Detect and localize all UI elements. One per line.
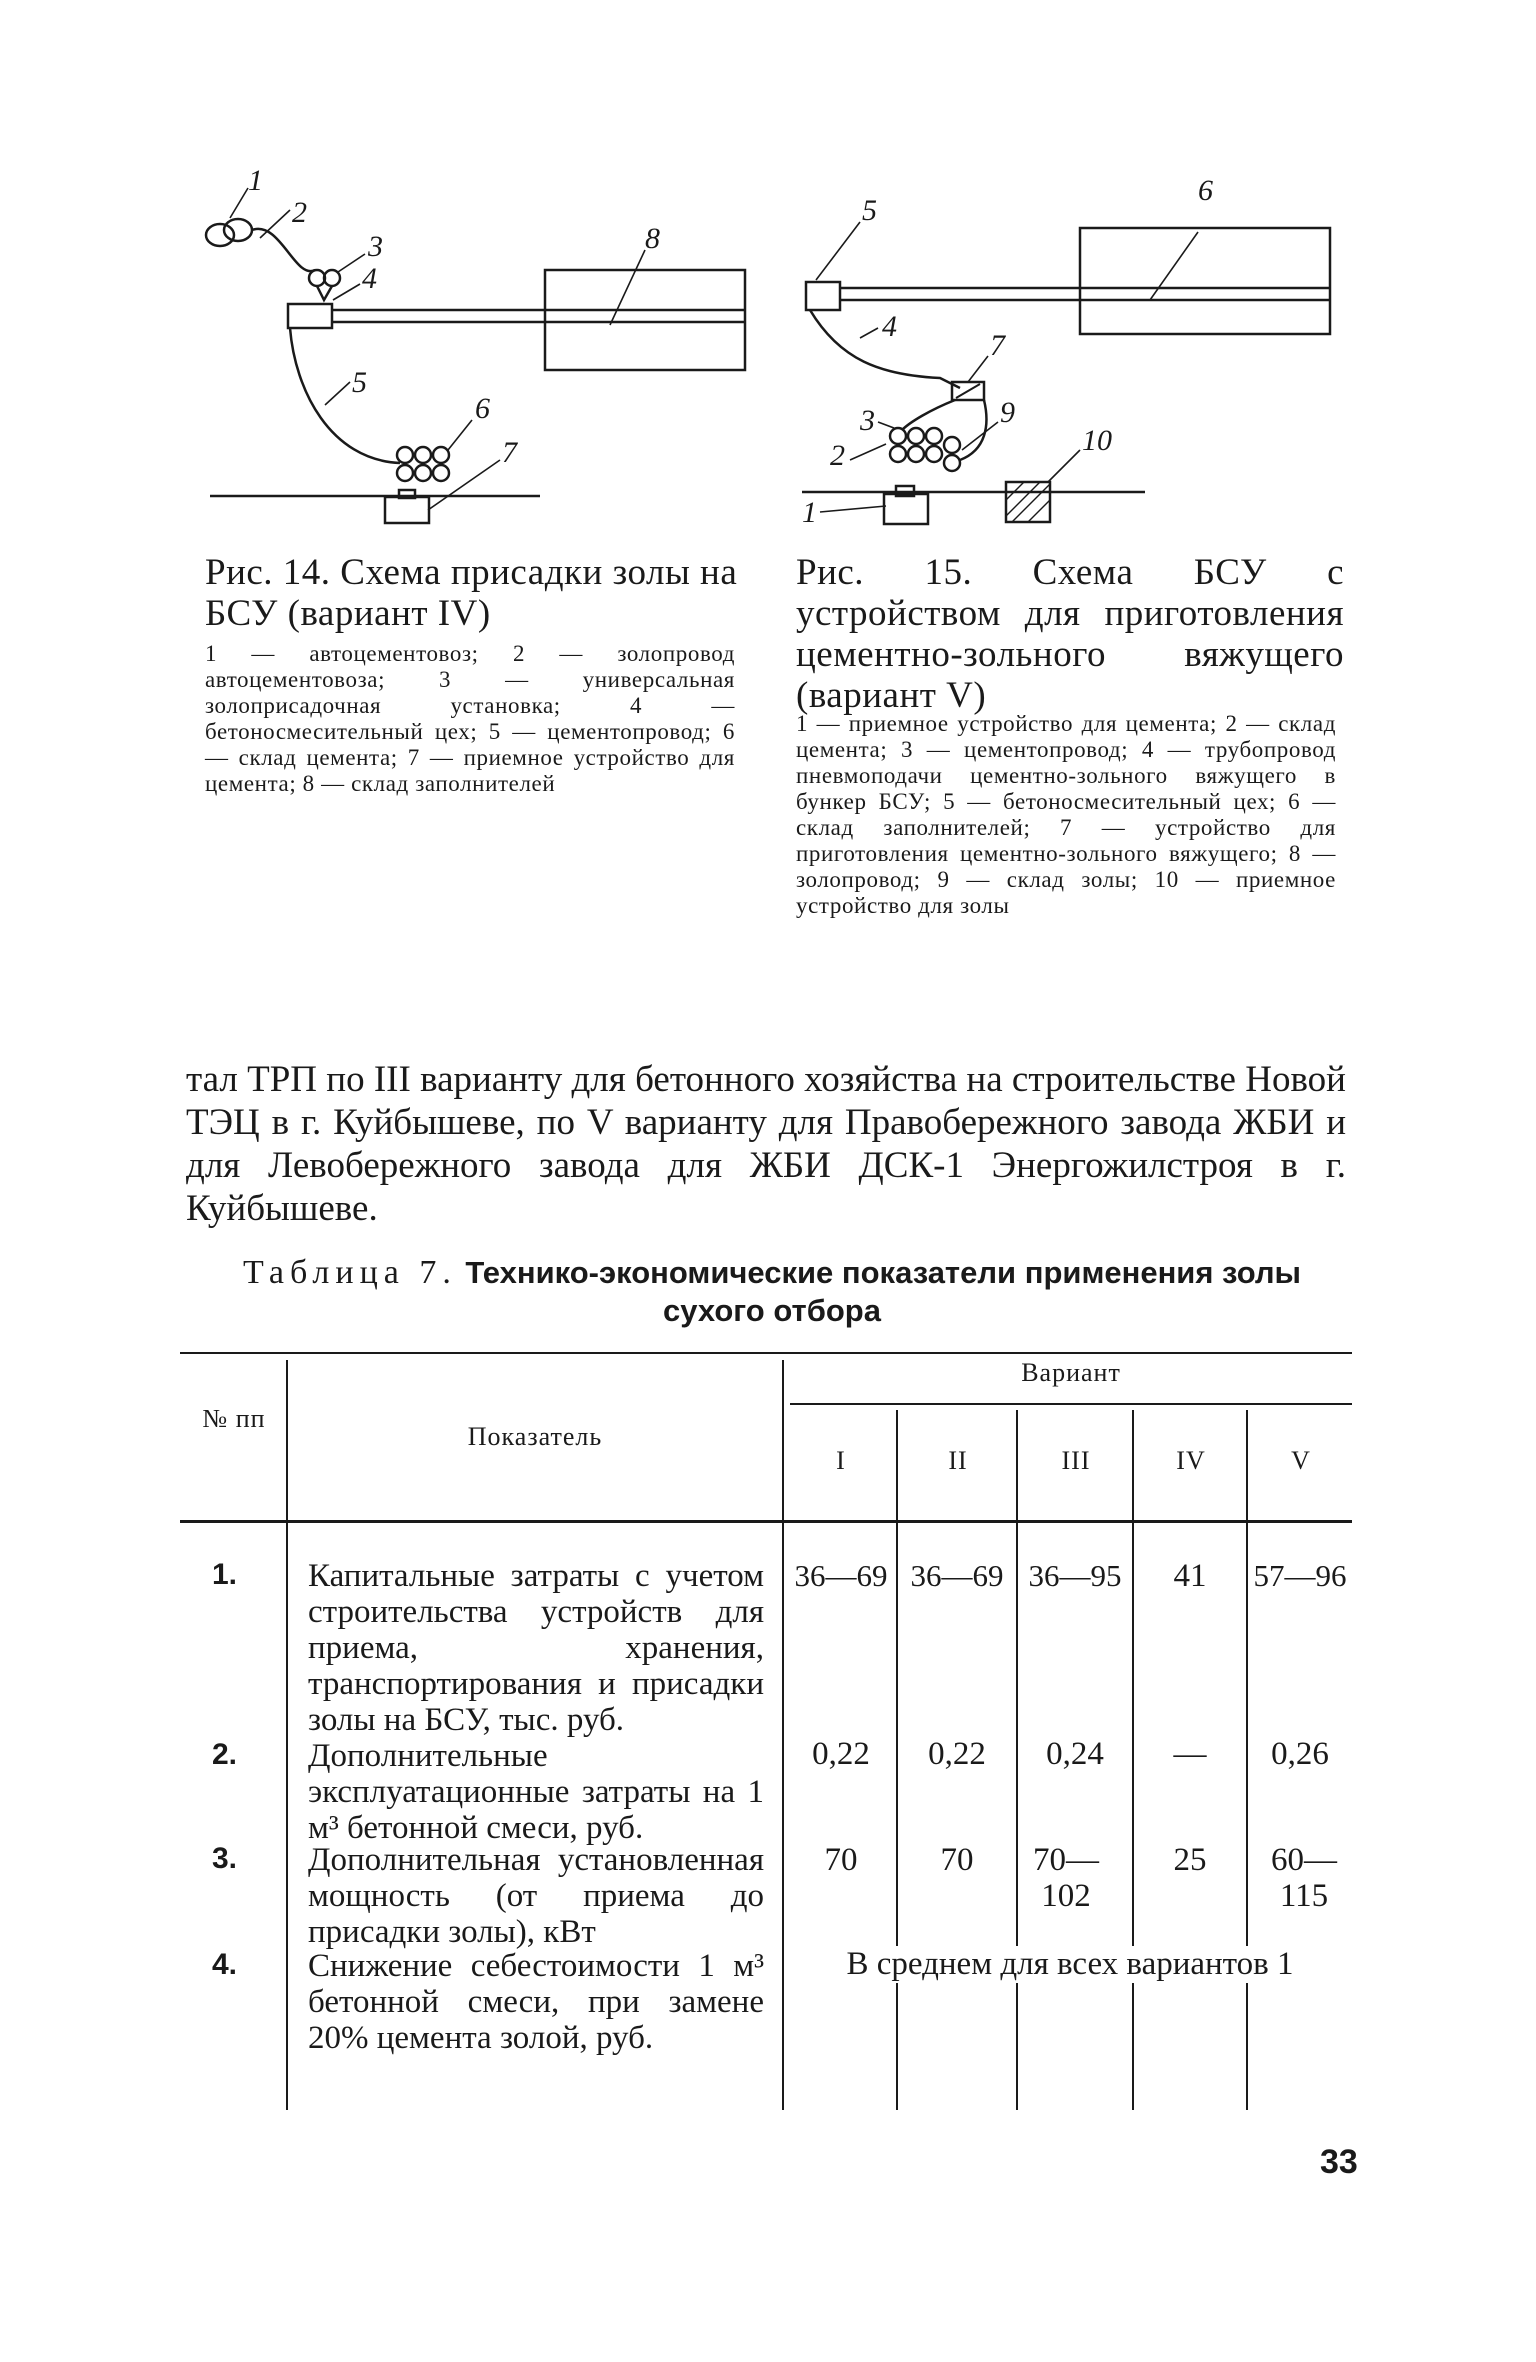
fig15-label: 9: [1000, 396, 1015, 429]
row-2-value-4: —: [1173, 1736, 1207, 1772]
figure-14-caption-title: Рис. 14. Схема присадки золы на БСУ (вариант IV): [205, 552, 738, 634]
fig15-label: 10: [1082, 424, 1112, 457]
row-2-indicator: Дополнительные эксплуатационные затраты на 1 м³ бетонной смеси, руб.: [308, 1738, 764, 1846]
table-header-rule: [180, 1520, 1352, 1523]
row-1-value-5: 57—96: [1253, 1558, 1347, 1593]
row-1-value-2: 36—69: [910, 1558, 1004, 1593]
row-1-value-1: 36—69: [794, 1558, 888, 1593]
row-2-value-5: 0,26: [1271, 1736, 1329, 1772]
fig14-label: 3: [368, 230, 383, 263]
fig15-label: 4: [882, 310, 897, 343]
fig14-label: 7: [502, 436, 517, 469]
fig14-label: 1: [248, 164, 263, 197]
fig15-label: 3: [860, 404, 875, 437]
figure-14-diagram: [200, 160, 760, 530]
header-variant-4: IV: [1176, 1446, 1206, 1475]
header-num: № пп: [202, 1404, 266, 1433]
table-top-rule: [180, 1352, 1352, 1354]
header-variant-5: V: [1291, 1446, 1311, 1475]
header-variant-2: II: [948, 1446, 968, 1475]
table-title: [192, 1254, 1352, 1330]
header-variant-3: III: [1061, 1446, 1091, 1475]
row-1-indicator: Капитальные затраты с учетом строительства устройств для приема, хранения, транспортирования и присадки золы на БСУ, тыс. руб.: [308, 1558, 764, 1738]
fig15-label: 2: [830, 439, 845, 472]
row-3-number: 3.: [212, 1842, 238, 1875]
row-2-number: 2.: [212, 1738, 238, 1771]
row-1-value-4: 41: [1173, 1558, 1207, 1594]
fig14-label: 2: [292, 196, 307, 229]
figure-15-caption-legend: 1 — приемное устройство для цемента; 2 — склад цемента; 3 — цементопровод; 4 — трубопровод пневмоподачи цементно-зольного вяжущего в бункер БСУ; 5 — бетоносмесительный цех; 6 — склад заполнителей; 7 — устройство для приготовления цементно-зольного вяжущего; 8 — золопровод; 9 — склад золы; 10 — приемное устройство для золы: [796, 711, 1336, 918]
body-paragraph: тал ТРП по III варианту для бетонного хозяйства на строительстве Новой ТЭЦ в г. Куйбышеве, по V варианту для Правобережного завода ЖБИ и для Левобережного завода для ЖБИ ДСК-1 Энергожилстроя в г. Куйбышеве.: [186, 1059, 1346, 1229]
row-3-value-2: 70: [940, 1842, 974, 1878]
fig15-label: 6: [1198, 174, 1213, 207]
fig15-label: 5: [862, 194, 877, 227]
row-4-indicator: Снижение себестоимости 1 м³ бетонной смеси, при замене 20% цемента золой, руб.: [308, 1948, 764, 2056]
fig15-label: 1: [802, 496, 817, 529]
header-indicator: Показатель: [467, 1422, 603, 1451]
header-variant: Вариант: [1021, 1358, 1121, 1387]
row-4-merged-value: В среднем для всех вариантов 1: [790, 1946, 1350, 1983]
fig14-label: 6: [475, 392, 490, 425]
row-3-value-5: 60—115: [1271, 1842, 1337, 1914]
page-number: 33: [1320, 2143, 1358, 2181]
fig14-label: 8: [645, 222, 660, 255]
figure-15-svg: [790, 160, 1350, 560]
row-2-value-1: 0,22: [812, 1736, 870, 1772]
row-3-value-1: 70: [824, 1842, 858, 1878]
row-4-number: 4.: [212, 1948, 238, 1981]
fig14-label: 4: [362, 262, 377, 295]
variant-subheader-rule: [790, 1403, 1352, 1405]
table-caption: Технико-экономические показатели применения золы сухого отбора: [465, 1255, 1302, 1328]
row-3-value-4: 25: [1173, 1842, 1207, 1878]
header-variant-1: I: [836, 1446, 846, 1475]
fig15-label: 7: [990, 329, 1005, 362]
row-1-value-3: 36—95: [1028, 1558, 1122, 1593]
row-2-value-3: 0,24: [1046, 1736, 1104, 1772]
fig14-label: 5: [352, 366, 367, 399]
figure-14-svg: [200, 160, 760, 530]
row-1-number: 1.: [212, 1558, 238, 1591]
figure-15-diagram: [790, 160, 1350, 560]
row-2-value-2: 0,22: [928, 1736, 986, 1772]
col-divider: [782, 1360, 784, 2110]
figure-14-caption-legend: 1 — автоцементовоз; 2 — золопровод автоцементовоза; 3 — универсальная золоприсадочная установка; 4 — бетоносмесительный цех; 5 — цементопровод; 6 — склад цемента; 7 — приемное устройство для цемента; 8 — склад заполнителей: [205, 641, 735, 796]
table-label: Таблица 7.: [242, 1254, 457, 1291]
col-divider: [286, 1360, 288, 2110]
row-3-indicator: Дополнительная установленная мощность (от приема до присадки золы), кВт: [308, 1842, 764, 1950]
row-3-value-3: 70—102: [1033, 1842, 1099, 1914]
figure-15-caption-title: Рис. 15. Схема БСУ с устройством для приготовления цементно-зольного вяжущего (вариант V): [796, 552, 1344, 716]
